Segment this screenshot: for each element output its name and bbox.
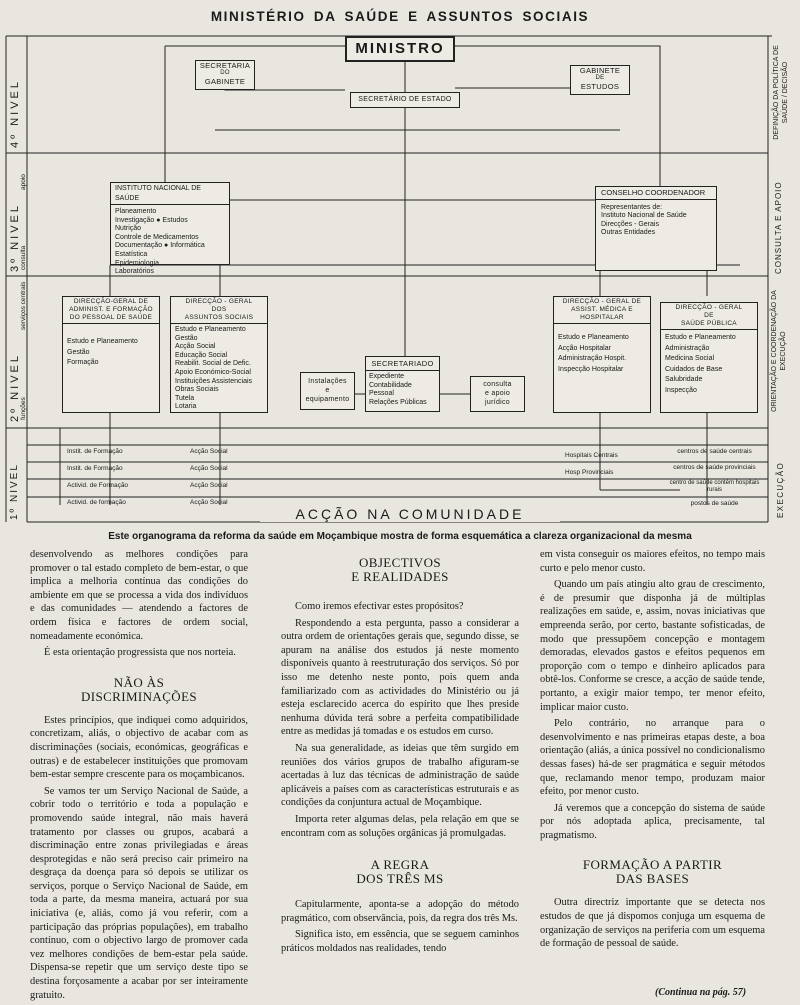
band-decisao-text: DEFINIÇÃO DA POLÍTICA DE SAÚDE / DECISÃO xyxy=(773,45,789,140)
dg-sociais-item: Tutela xyxy=(175,394,195,402)
dg-sociais-box xyxy=(170,296,268,413)
exec-hospitais: Hosp Provinciais xyxy=(565,469,614,476)
ins-item: Estatística xyxy=(115,250,148,258)
dg-pessoal-title-2: ADMINIST. E FORMAÇÃO xyxy=(69,306,153,313)
exec-accao-social: Acção Social xyxy=(190,448,228,455)
consulta-line: e apoio xyxy=(484,390,511,397)
col2-paragraph: Capitularmente, aponta-se a adopção do método pragmático, com observância, pois, da regra dos três Ms. xyxy=(281,899,519,924)
dg-sociais-title-1: DIRECÇÃO - GERAL xyxy=(185,298,253,305)
dg-publica-item: Inspecção xyxy=(665,386,697,394)
secretariado-item: Contabilidade xyxy=(369,381,412,389)
level-3-label: 3º NIVEL xyxy=(9,203,21,272)
dg-medica-title-3: HOSPITALAR xyxy=(580,314,624,321)
dg-medica-item: Administração Hospit. xyxy=(558,355,627,363)
consulta-line: consulta xyxy=(483,381,512,388)
col2-paragraph: Significa isto, em essência, que se seguem caminhos práticos moldados nas realidades, tendo xyxy=(281,929,519,954)
secretariado-item: Expediente xyxy=(369,373,405,380)
col2-heading-line-1: OBJECTIVOS xyxy=(358,555,441,570)
dg-sociais-title-3: ASSUNTOS SOCIAIS xyxy=(184,314,254,321)
level-4-label: 4º NIVEL xyxy=(9,79,21,148)
exec-centros-saude: postos de saúde xyxy=(690,500,739,507)
dg-pessoal-item: Estudo e Planeamento xyxy=(67,338,138,345)
exec-formacao: Activid. de Formação xyxy=(67,482,129,489)
ins-item: Planeamento xyxy=(115,208,157,215)
ins-item: Investigação ● Estudos xyxy=(115,216,188,224)
exec-centros-saude: centros de saúde provinciais xyxy=(673,464,756,471)
col1-paragraph: É esta orientação progressista que nos norteia. xyxy=(44,647,236,659)
col2-heading-line-4: DOS TRÊS MS xyxy=(356,871,444,887)
dg-publica-title-2: DE xyxy=(704,312,714,319)
col2-paragraph: Respondendo a esta pergunta, passo a considerar a outra ordem de orientações gerais que, segundo disse, se apuram na análise dos estudos já neste momento disponíveis quanto à reestruturação dos serviços. Só por isso me detenho neste ponto, pois quem anda familiarizado com as actividades do Ministério ou já esteja esclarecido acerca do espírito que lhes preside nenhuma dúvida terá sobre a perfeita compatibilidade entre as medidas já tomadas e os estudos em curso. xyxy=(281,617,519,738)
secretariado-title: SECRETARIADO xyxy=(366,357,439,371)
secretario-estado-box xyxy=(350,92,460,108)
conselho-title: CONSELHO COORDENADOR xyxy=(596,187,716,200)
col3-heading-line-2: DAS BASES xyxy=(615,871,690,887)
level-3-sub-apoio: apoio xyxy=(20,174,27,190)
exec-formacao: Instit. de Formação xyxy=(67,465,123,472)
gabinete-line-3: ESTUDOS xyxy=(580,82,620,91)
instituto-nacional-box xyxy=(110,182,230,276)
dg-sociais-item: Educação Social xyxy=(175,351,228,359)
ministro-box xyxy=(345,36,455,62)
dg-publica-item: Estudo e Planeamento xyxy=(665,334,736,341)
col2-heading-line-3: A REGRA xyxy=(370,857,430,873)
dg-sociais-item: Obras Sociais xyxy=(175,386,219,394)
figure-caption: Este organograma da reforma da saúde em Moçambique mostra de forma esquemática a clareza organizacional da mesma xyxy=(108,531,692,542)
instalacoes-line: e xyxy=(325,387,330,394)
exec-accao-social: Acção Social xyxy=(190,482,228,489)
consulta-line: jurídico xyxy=(485,399,510,406)
secretaria-line-2: DO xyxy=(220,70,230,76)
exec-centros-saude: centro de saúde contém hospitais rurais xyxy=(669,480,760,493)
level-2-sub-servicos: serviços centrais xyxy=(20,281,27,330)
col1-paragraph: Estes princípios, que indiquei como adquiridos, concretizam, aliás, o objectivo de acabar com as discriminações (sociais, económicas, geográficas e outras) e de estabelecer instituições que promovam bem-estar sempre crescente para os moçambicanos. xyxy=(30,714,248,781)
accao-comunidade-label: ACÇÃO NA COMUNIDADE xyxy=(260,506,560,522)
col3-paragraph: Já veremos que a concepção do sistema de saúde por nós adoptada aplica, precisamente, tal pragmatismo. xyxy=(540,802,765,841)
secretaria-line-3: GABINETE xyxy=(204,77,246,86)
col1-heading-line-2: DISCRIMINAÇÕES xyxy=(80,688,198,704)
dg-pessoal-box xyxy=(62,296,160,413)
instalacoes-line: equipamento xyxy=(305,396,350,403)
band-consulta: CONSULTA E APOIO xyxy=(774,181,783,274)
dg-medica-title-1: DIRECÇÃO - GERAL DE xyxy=(562,298,642,305)
exec-centros-saude: centros de saúde centrais xyxy=(677,448,752,455)
ins-item: Controle de Medicamentos xyxy=(115,233,199,241)
exec-formacao: Instit. de Formação xyxy=(67,448,123,455)
col1-paragraph: desenvolvendo as melhores condições para promover o tal estado completo de bem-estar, o que implica a melhoria contínua das condições do ambiente em que se processa a vida dos indivíduos e das comunidades — atendendo a factores de ordem física e factores de ordem social, nomeadamente económica. xyxy=(30,549,248,642)
col1-paragraph: Se vamos ter um Serviço Nacional de Saúde, a cobrir todo o território e toda a população e promovendo saúde integral, não mais haverá tratamento por classes ou grupos, acabará a discriminação entre zonas privilegiadas e áreas desprotegidas e não será preciso cair primeiro na desgraça da doença para só depois se utilizar os serviços, porque o Serviço Nacional de Saúde, em toda a parte, da mesma maneira, actuará por sua iniciativa (e, aliás, como já vou referir, com a participação das próprias populações), em trabalho contínuo, com o objectivo largo de promover cada vez melhores condições de bem-estar pela saúde. Dispensa-se repetir que um serviço deste tipo se destina forçosamente a acabar por ser inteiramente gratuito. xyxy=(30,785,248,1001)
secretaria-line-1: SECRETARIA xyxy=(199,61,251,70)
secretaria-gabinete-box xyxy=(195,60,255,90)
col2-paragraph: Importa reter algumas delas, pela relação em que se encontram com as soluções orgânicas já promulgadas. xyxy=(281,813,519,839)
col3-paragraph: Pelo contrário, no arranque para o desenvolvimento e nas primeiras etapas deste, a boa orientação (aliás, a única possível no condicionalismo dessas fases) há-de ser pragmática e seguir métodos que, reclamando menor tempo, produzam maior efeito, por menor custo. xyxy=(540,718,765,798)
col2-heading xyxy=(281,858,519,886)
dg-pessoal-item: Formação xyxy=(67,359,99,367)
col2-paragraph: Como iremos efectivar estes propósitos? xyxy=(295,601,464,612)
dg-publica-item: Salubridade xyxy=(665,376,703,384)
dg-publica-item: Medicina Social xyxy=(665,355,715,363)
dg-medica-item: Inspecção Hospitalar xyxy=(558,365,624,373)
col1-heading xyxy=(30,676,248,704)
col3-heading xyxy=(540,858,765,886)
dg-sociais-item: Lotaria xyxy=(175,403,197,411)
dg-publica-item: Administração xyxy=(665,344,710,352)
page-title: MINISTÉRIO DA SAÚDE E ASSUNTOS SOCIAIS xyxy=(210,9,590,24)
band-decisao xyxy=(772,35,790,150)
dg-pessoal-item: Gestão xyxy=(67,348,90,356)
band-execucao: EXECUÇÃO xyxy=(776,461,785,518)
dg-pessoal-title-1: DIRECÇÃO-GERAL DE xyxy=(73,298,149,305)
dg-sociais-title-2: DOS xyxy=(211,306,227,313)
dg-sociais-item: Instituições Assistenciais xyxy=(175,377,253,385)
dg-sociais-item: Estudo e Planeamento xyxy=(175,326,246,333)
ins-item: Epidemiologia xyxy=(115,259,159,267)
dg-publica-item: Cuidados de Base xyxy=(665,365,723,373)
ins-item: Nutrição xyxy=(115,225,142,233)
level-3-sub-consulta: consulta xyxy=(20,245,27,270)
instalacoes-box xyxy=(300,372,355,410)
exec-accao-social: Acção Social xyxy=(190,499,228,506)
dg-sociais-item: Apoio Económico-Social xyxy=(175,368,251,376)
level-1-label: 1º NIVEL xyxy=(9,463,20,520)
conselho-coordenador-box xyxy=(595,186,717,271)
dg-sociais-item: Reabilit. Social de Defic. xyxy=(175,360,251,368)
dg-sociais-item: Acção Social xyxy=(175,343,216,351)
consulta-apoio-box xyxy=(470,376,525,412)
ins-item: Documentação ● Informática xyxy=(115,242,205,250)
exec-formacao: Activid. de formação xyxy=(67,499,126,506)
article-column-2 xyxy=(281,548,519,958)
dg-medica-box xyxy=(553,296,651,413)
gabinete-line-2: DE xyxy=(595,75,605,81)
dg-publica-title-1: DIRECÇÃO - GERAL xyxy=(675,304,743,311)
band-orientacao xyxy=(770,276,788,426)
secretariado-item: Relações Públicas xyxy=(369,398,427,406)
dg-pessoal-title-3: DO PESSOAL DE SAÚDE xyxy=(69,314,153,321)
article-column-3 xyxy=(540,548,765,954)
secretariado-item: Pessoal xyxy=(369,390,394,398)
instalacoes-line: Instalações xyxy=(308,378,347,385)
instituto-title: INSTITUTO NACIONAL DE SAÚDE xyxy=(111,183,229,205)
conselho-item: Outras Entidades xyxy=(601,229,656,237)
col3-paragraph: Quando um país atingiu alto grau de crescimento, é de presumir que disponha já de múltiplas realizações em saúde, e, assim, novas iniciativas que empreenda serão, por certo, bastante sofisticadas, de modo que pressupõem concepção e montagem demoradas, elevados gastos e efeitos pequenos em proporção com o tempo e dinheiro aplicados para obtê-los. Conforme se cresce, a acção de saúde tende, portanto, a exigir maior tempo, ter menor efeito, implicar maior custo. xyxy=(540,579,765,713)
dg-publica-title-3: SAÚDE PÚBLICA xyxy=(681,320,737,327)
col3-paragraph: Outra directriz importante que se detecta nos estudos de que já dispomos conjuga um esquema de organização de serviços na periferia com um esquema de formação de pessoal de saúde. xyxy=(540,897,765,950)
col2-paragraph: Na sua generalidade, as ideias que têm surgido em reuniões dos vários grupos de trabalho afiguram-se acertadas à luz das técnicas de administração de saúde aplicáveis a países com as características estruturais e as condições da conjuntura actual de Moçambique. xyxy=(281,742,519,809)
dg-medica-item: Estudo e Planeamento xyxy=(558,334,629,341)
dg-sociais-item: Gestão xyxy=(175,334,198,342)
gabinete-estudos-box xyxy=(570,65,630,95)
dg-publica-box xyxy=(660,302,758,413)
secretariado-box xyxy=(365,356,440,412)
secretario-estado-label: SECRETÁRIO DE ESTADO xyxy=(358,96,452,103)
col3-paragraph: em vista conseguir os maiores efeitos, no tempo mais curto e pelo menor custo. xyxy=(540,549,765,574)
col2-heading xyxy=(281,556,519,584)
ministro-label: MINISTRO xyxy=(355,40,445,57)
conselho-item: Instituto Nacional de Saúde xyxy=(601,212,687,220)
dg-medica-item: Acção Hospitalar xyxy=(558,344,611,352)
conselho-item: Direcções - Gerais xyxy=(601,220,659,228)
continued-note: (Continua na pág. 57) xyxy=(655,987,747,998)
exec-accao-social: Acção Social xyxy=(190,465,228,472)
dg-medica-title-2: ASSIST. MÉDICA E xyxy=(571,306,633,313)
ins-item: Laboratórios xyxy=(115,268,154,276)
col2-heading-line-2: E REALIDADES xyxy=(351,569,449,584)
article-column-1 xyxy=(30,548,248,1005)
level-2-label: 2º NIVEL xyxy=(9,353,21,422)
exec-hospitais: Hospitais Centrais xyxy=(565,452,618,459)
gabinete-line-1: GABINETE xyxy=(579,66,621,75)
col3-heading-line-1: FORMAÇÃO A PARTIR xyxy=(582,857,723,873)
band-orientacao-text: ORIENTAÇÃO E COORDENAÇÃO DA EXECUÇÃO xyxy=(771,290,787,412)
conselho-item: Representantes de: xyxy=(601,203,663,211)
level-2-sub-funcoes: funções xyxy=(20,397,27,420)
col1-heading-line-1: NÃO ÀS xyxy=(113,674,165,690)
